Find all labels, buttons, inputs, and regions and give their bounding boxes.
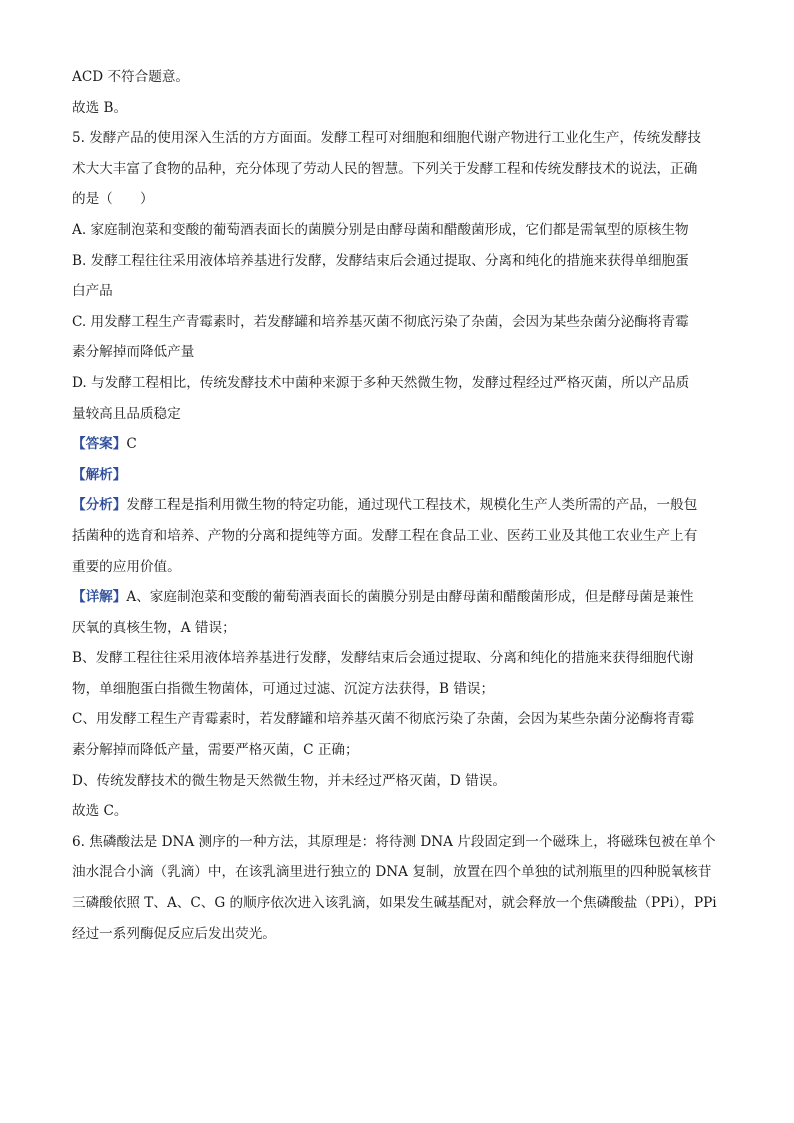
xiangjie-line: [72, 582, 724, 613]
option-c: 素分解掉而降低产量: [72, 344, 195, 361]
fenxi-text: 括菌种的选育和培养、产物的分离和提纯等方面。发酵工程在食品工业、医药工业及其他工农业生产上有: [72, 527, 698, 544]
document-body: [72, 62, 724, 949]
fenxi-tag: 【分析】: [72, 497, 127, 514]
xiangjie-tag: 【详解】: [72, 589, 127, 606]
xiangjie-text: 物，单细胞蛋白指微生物菌体，可通过过滤、沉淀方法获得，B 错误；: [72, 680, 495, 697]
question-6-stem: 三磷酸依照 T、A、C、G 的顺序依次进入该乳滴，如果发生碱基配对，就会释放一个焦磷酸盐（PPi），PPi: [72, 895, 717, 912]
xiangjie-text: 厌氧的真核生物，A 错误；: [72, 619, 236, 636]
question-5-stem: 5. 发酵产品的使用深入生活的方方面面。发酵工程可对细胞和细胞代谢产物进行工业化生产，传统发酵技: [72, 130, 702, 147]
answer-tag: 【答案】: [72, 436, 127, 453]
text-line: ACD 不符合题意。: [72, 69, 190, 85]
analysis-tag: 【解析】: [72, 466, 127, 483]
xiangjie-text: A、家庭制泡菜和变酸的葡萄酒表面长的菌膜分别是由酵母菌和醋酸菌形成，但是酵母菌是兼性: [126, 589, 694, 606]
option-c: C. 用发酵工程生产青霉素时，若发酵罐和培养基灭菌不彻底污染了杂菌，会因为某些杂菌分泌酶将青霉: [72, 313, 689, 330]
fenxi-text: 发酵工程是指利用微生物的特定功能，通过现代工程技术，规模化生产人类所需的产品，一般包: [126, 497, 698, 514]
question-5-stem: 的是（ ）: [72, 191, 154, 208]
xiangjie-text: D、传统发酵技术的微生物是天然微生物，并未经过严格灭菌，D 错误。: [72, 772, 506, 789]
question-6-stem: 经过一系列酶促反应后发出荧光。: [72, 925, 276, 942]
xiangjie-text: 故选 C。: [72, 803, 128, 820]
text-line: 故选 B。: [72, 99, 128, 116]
answer-value: C: [126, 436, 137, 453]
xiangjie-text: 素分解掉而降低产量，需要严格灭菌，C 正确；: [72, 742, 359, 759]
fenxi-line: [72, 490, 724, 521]
option-d: D. 与发酵工程相比，传统发酵技术中菌种来源于多种天然微生物，发酵过程经过严格灭菌，所以产品质: [72, 374, 690, 391]
fenxi-text: 重要的应用价值。: [72, 558, 181, 575]
option-b: 白产品: [72, 283, 113, 300]
option-a: A. 家庭制泡菜和变酸的葡萄酒表面长的菌膜分别是由酵母菌和醋酸菌形成，它们都是需氧型的原核生物: [72, 221, 689, 238]
option-b: B. 发酵工程往往采用液体培养基进行发酵，发酵结束后会通过提取、分离和纯化的措施来获得单细胞蛋: [72, 252, 689, 269]
answer-line: [72, 429, 724, 460]
analysis-line: [72, 460, 724, 491]
question-6-stem: 6. 焦磷酸法是 DNA 测序的一种方法，其原理是：将待测 DNA 片段固定到一个磁珠上，将磁珠包被在单个: [72, 833, 716, 850]
xiangjie-text: B、发酵工程往往采用液体培养基进行发酵，发酵结束后会通过提取、分离和纯化的措施来获得细胞代谢: [72, 650, 694, 667]
xiangjie-text: C、用发酵工程生产青霉素时，若发酵罐和培养基灭菌不彻底污染了杂菌，会因为某些杂菌分泌酶将青霉: [72, 711, 695, 728]
option-d: 量较高且品质稳定: [72, 405, 181, 422]
question-6-stem: 油水混合小滴（乳滴）中，在该乳滴里进行独立的 DNA 复制，放置在四个单独的试剂瓶里的四种脱氧核苷: [72, 864, 712, 881]
question-5-stem: 术大大丰富了食物的品种，充分体现了劳动人民的智慧。下列关于发酵工程和传统发酵技术的说法，正确: [72, 160, 698, 177]
